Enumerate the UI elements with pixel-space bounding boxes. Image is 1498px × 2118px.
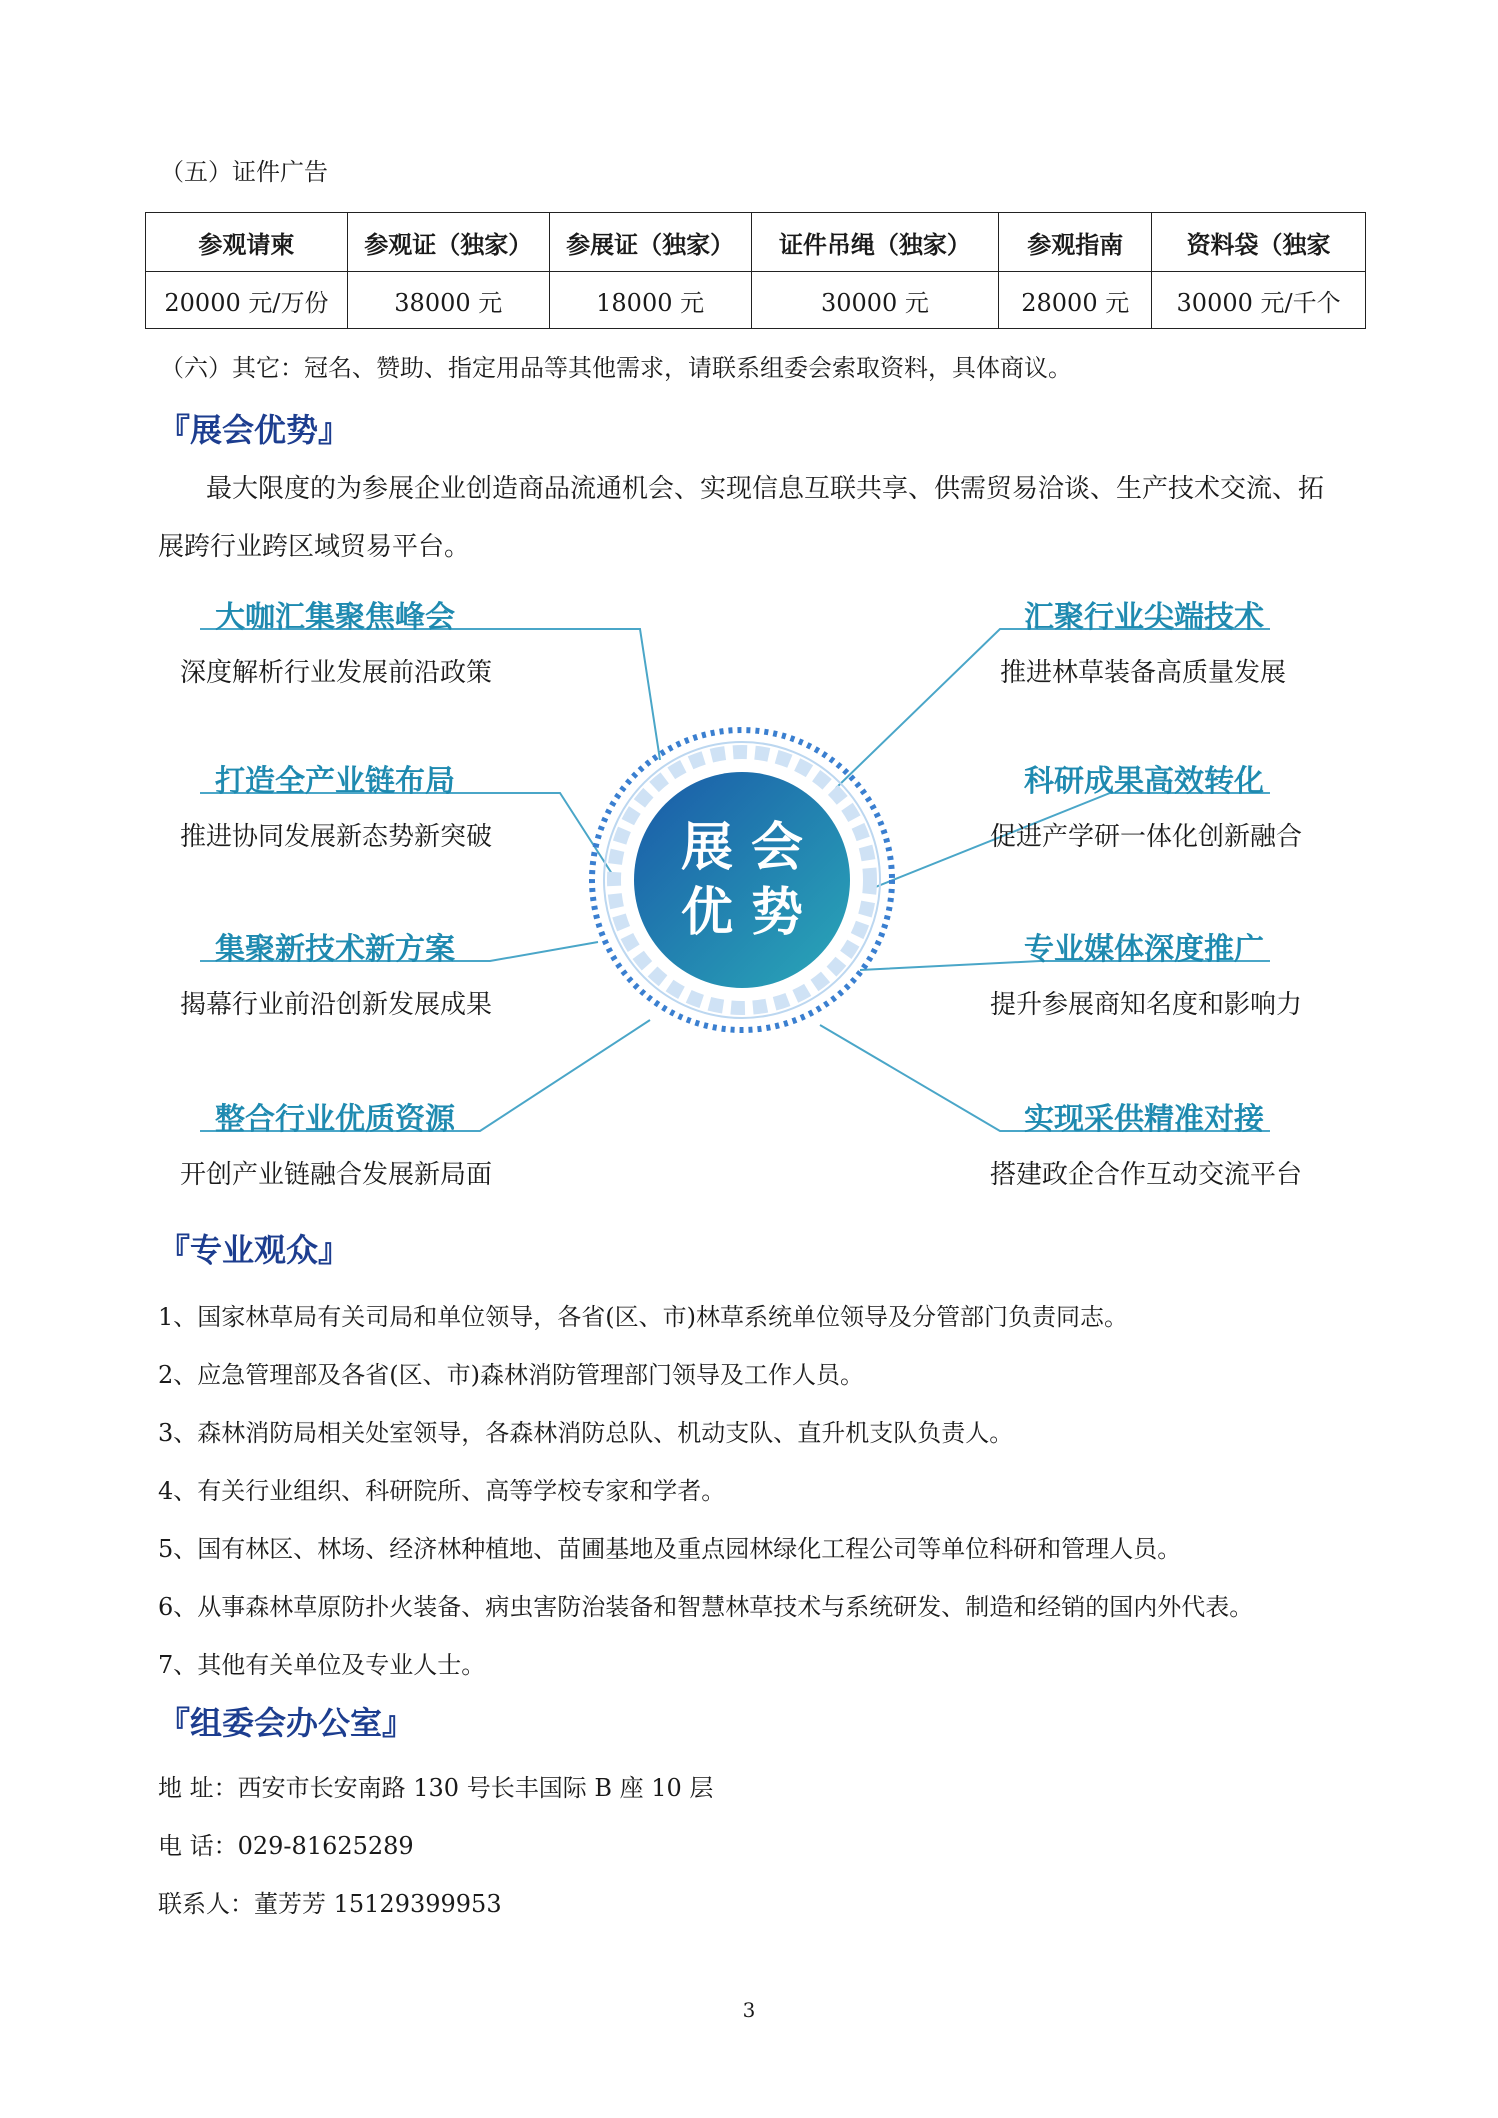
- advantage-right-title-1: 汇聚行业尖端技术: [1024, 600, 1264, 635]
- table-cell: 38000 元: [347, 272, 549, 329]
- table-header: 参观请柬: [146, 213, 348, 272]
- advantage-right-desc-4: 搭建政企合作互动交流平台: [990, 1160, 1303, 1190]
- advantage-right-desc-3: 提升参展商知名度和影响力: [990, 990, 1303, 1020]
- advantage-left-desc-2: 推进协同发展新态势新突破: [180, 822, 493, 852]
- advantage-left-title-2: 打造全产业链布局: [215, 764, 455, 799]
- audience-item: 2、应急管理部及各省(区、市)森林消防管理部门领导及工作人员。: [158, 1361, 864, 1389]
- ads-table: [145, 212, 1366, 329]
- audience-item: 7、其他有关单位及专业人士。: [158, 1651, 486, 1679]
- audience-item: 4、有关行业组织、科研院所、高等学校专家和学者。: [158, 1477, 726, 1505]
- table-header: 资料袋（独家: [1152, 213, 1366, 272]
- advantage-left-desc-1: 深度解析行业发展前沿政策: [180, 658, 493, 688]
- table-cell: 30000 元: [751, 272, 999, 329]
- advantage-left-desc-4: 开创产业链融合发展新局面: [180, 1160, 493, 1190]
- office-heading: 『组委会办公室』: [158, 1704, 415, 1742]
- audience-item: 3、森林消防局相关处室领导，各森林消防总队、机动支队、直升机支队负责人。: [158, 1419, 1014, 1447]
- center-label-line1: 展 会: [680, 818, 804, 878]
- office-phone: 电 话：029-81625289: [158, 1832, 414, 1860]
- office-address: 地 址：西安市长安南路 130 号长丰国际 B 座 10 层: [158, 1774, 714, 1802]
- advantage-left-title-1: 大咖汇集聚焦峰会: [215, 600, 455, 635]
- center-circle: [634, 772, 850, 988]
- table-cell: 30000 元/千个: [1152, 272, 1366, 329]
- audience-item: 6、从事森林草原防扑火装备、病虫害防治装备和智慧林草技术与系统研发、制造和经销的国内外代表。: [158, 1593, 1254, 1621]
- advantage-left-title-3: 集聚新技术新方案: [215, 932, 455, 967]
- advantages-intro-line1: 最大限度的为参展企业创造商品流通机会、实现信息互联共享、供需贸易洽谈、生产技术交流、拓: [206, 474, 1325, 504]
- table-cell: 20000 元/万份: [146, 272, 348, 329]
- audience-item: 1、国家林草局有关司局和单位领导，各省(区、市)林草系统单位领导及分管部门负责同志。: [158, 1303, 1128, 1331]
- advantage-left-desc-3: 揭幕行业前沿创新发展成果: [180, 990, 493, 1020]
- advantages-intro-line2: 展跨行业跨区域贸易平台。: [158, 532, 471, 562]
- connector-line-left-1: [200, 629, 660, 760]
- table-cell: 18000 元: [549, 272, 751, 329]
- table-cell: 28000 元: [999, 272, 1152, 329]
- table-header: 参展证（独家）: [549, 213, 751, 272]
- advantage-right-desc-1: 推进林草装备高质量发展: [1000, 658, 1287, 688]
- page-number: 3: [742, 1998, 756, 2022]
- advantage-right-title-2: 科研成果高效转化: [1024, 764, 1264, 799]
- audience-heading: 『专业观众』: [158, 1231, 351, 1269]
- table-header: 证件吊绳（独家）: [751, 213, 999, 272]
- table-header: 参观证（独家）: [347, 213, 549, 272]
- advantage-right-title-3: 专业媒体深度推广: [1024, 932, 1264, 967]
- advantage-right-desc-2: 促进产学研一体化创新融合: [990, 822, 1303, 852]
- audience-item: 5、国有林区、林场、经济林种植地、苗圃基地及重点园林绿化工程公司等单位科研和管理人员。: [158, 1535, 1182, 1563]
- advantages-heading: 『展会优势』: [158, 411, 351, 449]
- section5-heading: （五）证件广告: [160, 158, 328, 186]
- office-contact: 联系人：董芳芳 15129399953: [158, 1890, 502, 1918]
- table-header: 参观指南: [999, 213, 1152, 272]
- center-label-line2: 优 势: [680, 883, 804, 943]
- advantage-right-title-4: 实现采供精准对接: [1024, 1102, 1264, 1137]
- advantage-left-title-4: 整合行业优质资源: [215, 1102, 455, 1137]
- section6-text: （六）其它：冠名、赞助、指定用品等其他需求，请联系组委会索取资料，具体商议。: [160, 354, 1072, 382]
